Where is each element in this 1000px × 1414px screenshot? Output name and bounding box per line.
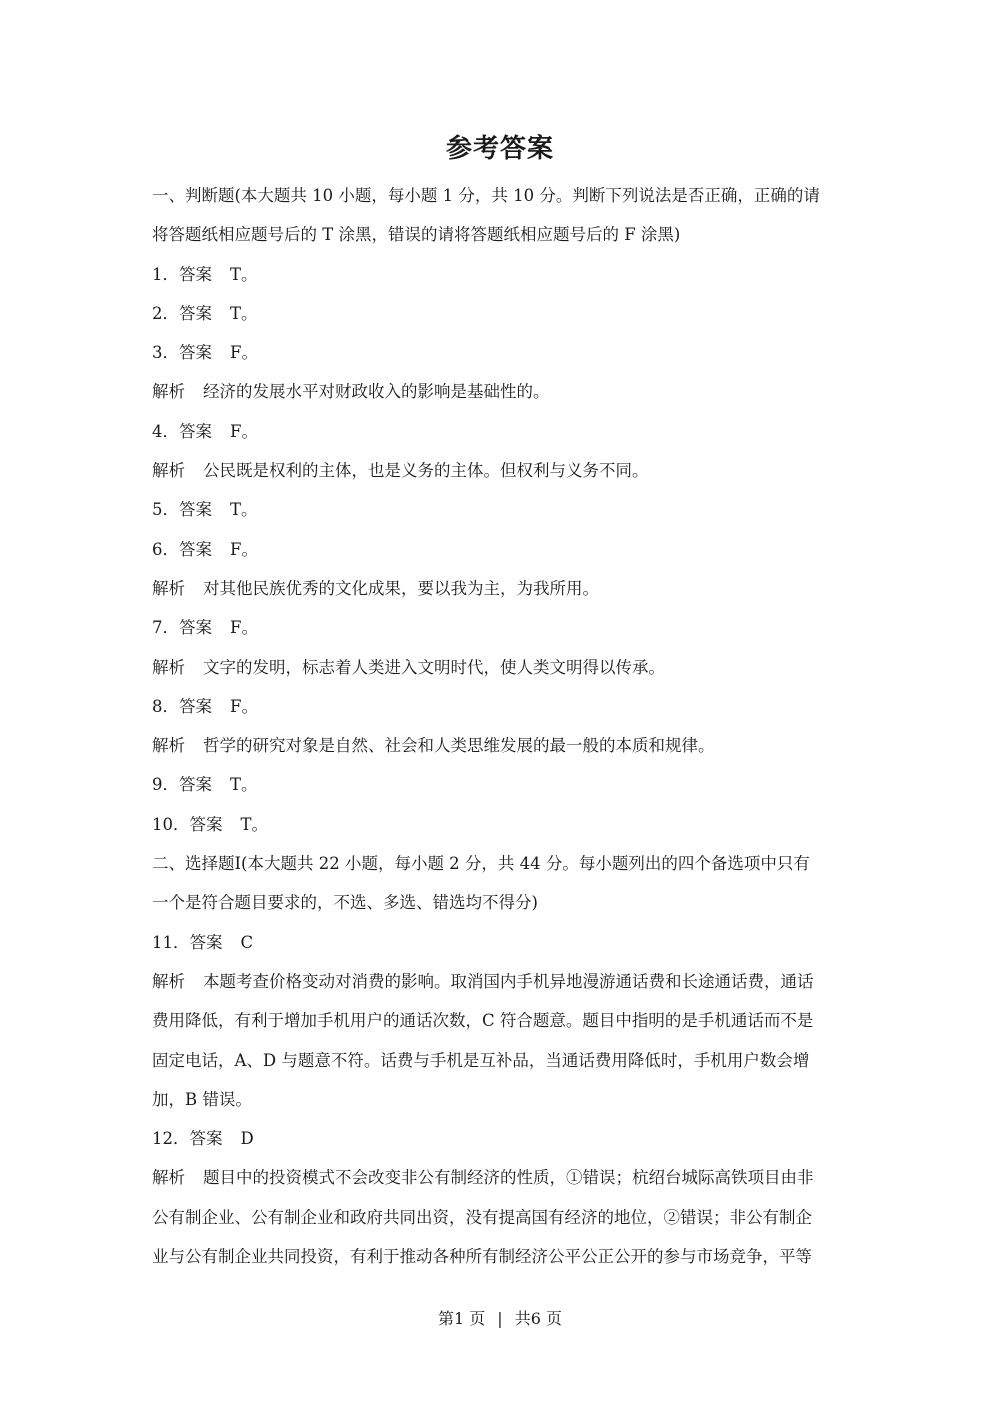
line-label: 解析 xyxy=(152,657,185,677)
line-text: 文字的发明，标志着人类进入文明时代，使人类文明得以传承。 xyxy=(203,657,665,677)
text-line xyxy=(152,1041,852,1080)
line-label: 10．答案 xyxy=(152,814,223,834)
line-label: 解析 xyxy=(152,736,185,756)
line-text: T。 xyxy=(230,303,258,323)
line-text: 一个是符合题目要求的，不选、多选、错选均不得分) xyxy=(152,893,538,913)
line-label: 解析 xyxy=(152,1168,185,1188)
line-label: 1．答案 xyxy=(152,264,212,284)
line-text: 加，B 错误。 xyxy=(152,1089,252,1109)
text-line xyxy=(152,215,852,254)
line-text: 固定电话，A、D 与题意不符。话费与手机是互补品，当通话费用降低时，手机用户数会增 xyxy=(152,1050,810,1070)
line-text: F。 xyxy=(230,696,258,716)
page-total: 共6 页 xyxy=(514,1309,562,1328)
text-line xyxy=(152,530,852,569)
line-label: 解析 xyxy=(152,971,185,991)
line-text: T。 xyxy=(240,814,269,834)
text-line xyxy=(152,962,852,1001)
line-text: 经济的发展水平对财政收入的影响是基础性的。 xyxy=(203,382,550,402)
line-label: 3．答案 xyxy=(152,343,212,363)
text-line xyxy=(152,687,852,726)
line-text: F。 xyxy=(230,343,258,363)
line-text: F。 xyxy=(230,618,258,638)
line-text: T。 xyxy=(230,264,258,284)
page-title: 参考答案 xyxy=(445,134,554,164)
footer-separator: | xyxy=(497,1309,503,1328)
text-line xyxy=(152,1080,852,1119)
line-text: 一、判断题(本大题共 10 小题，每小题 1 分，共 10 分。判断下列说法是否正确，正确的请 xyxy=(152,186,820,205)
text-line xyxy=(152,805,852,844)
line-text: D xyxy=(240,1129,254,1149)
answer-content xyxy=(152,176,852,1276)
text-line xyxy=(152,412,852,451)
line-label: 解析 xyxy=(152,382,185,402)
text-line xyxy=(152,294,852,333)
text-line xyxy=(152,608,852,647)
page-number: 第1 页 xyxy=(438,1309,486,1328)
line-text: T。 xyxy=(230,500,258,520)
page-footer xyxy=(0,1306,1000,1329)
text-line xyxy=(152,569,852,608)
text-line xyxy=(152,648,852,687)
line-label: 6．答案 xyxy=(152,539,212,559)
line-text: 费用降低，有利于增加手机用户的通话次数，C 符合题意。题目中指明的是手机通话而不是 xyxy=(152,1011,814,1031)
line-text: 公有制企业、公有制企业和政府共同出资，没有提高国有经济的地位，②错误；非公有制企 xyxy=(152,1207,812,1227)
text-line xyxy=(152,1119,852,1158)
text-line xyxy=(152,1001,852,1040)
text-line xyxy=(152,923,852,962)
line-text: F。 xyxy=(230,421,258,441)
line-text: 本题考查价格变动对消费的影响。取消国内手机异地漫游通话费和长途通话费，通话 xyxy=(203,971,814,991)
line-label: 5．答案 xyxy=(152,500,212,520)
text-line xyxy=(152,176,852,215)
text-line xyxy=(152,1237,852,1276)
line-label: 11．答案 xyxy=(152,932,223,952)
text-line xyxy=(152,490,852,529)
line-text: 二、选择题Ⅰ(本大题共 22 小题，每小题 2 分，共 44 分。每小题列出的四个备选项中只有 xyxy=(152,854,810,874)
text-line xyxy=(152,333,852,372)
text-line xyxy=(152,1198,852,1237)
line-text: 对其他民族优秀的文化成果，要以我为主，为我所用。 xyxy=(203,578,599,598)
line-label: 4．答案 xyxy=(152,421,212,441)
line-text: 题目中的投资模式不会改变非公有制经济的性质，①错误；杭绍台城际高铁项目由非 xyxy=(203,1168,814,1188)
line-label: 12．答案 xyxy=(152,1129,223,1149)
line-label: 解析 xyxy=(152,578,185,598)
line-label: 9．答案 xyxy=(152,775,212,795)
text-line xyxy=(152,726,852,765)
line-text: 业与公有制企业共同投资，有利于推动各种所有制经济公平公正公开的参与市场竞争，平等 xyxy=(152,1247,812,1267)
line-text: 哲学的研究对象是自然、社会和人类思维发展的最一般的本质和规律。 xyxy=(203,736,715,756)
text-line xyxy=(152,883,852,922)
text-line xyxy=(152,451,852,490)
text-line xyxy=(152,255,852,294)
text-line xyxy=(152,372,852,411)
line-text: C xyxy=(240,932,254,952)
text-line xyxy=(152,765,852,804)
line-label: 7．答案 xyxy=(152,618,212,638)
text-line xyxy=(152,844,852,883)
line-text: 将答题纸相应题号后的 T 涂黑，错误的请将答题纸相应题号后的 F 涂黑) xyxy=(152,225,681,245)
text-line xyxy=(152,1158,852,1197)
line-label: 8．答案 xyxy=(152,696,212,716)
line-label: 解析 xyxy=(152,461,185,481)
line-text: F。 xyxy=(230,539,258,559)
line-text: 公民既是权利的主体，也是义务的主体。但权利与义务不同。 xyxy=(203,461,649,481)
line-text: T。 xyxy=(230,775,258,795)
line-label: 2．答案 xyxy=(152,303,212,323)
